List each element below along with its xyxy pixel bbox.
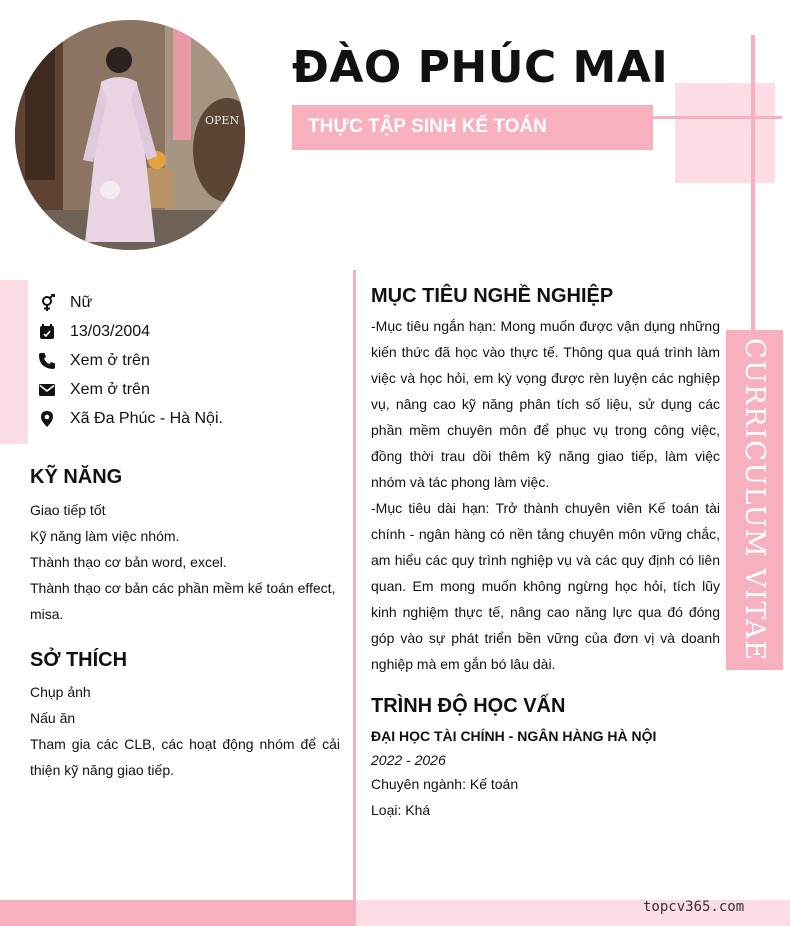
- contact-phone: [38, 346, 223, 375]
- decor-square-right: [675, 83, 775, 183]
- objective-short-term: -Mục tiêu ngắn hạn: Mong muốn được vận dụng những kiến thức đã học vào thực tế. Thông qua quá trình làm việc và học hỏi, em kỳ vọng được rèn luyện các nghiệp vụ, nâng cao kỹ năng phân tích số liệu, sử dụng các phần mềm chuyên môn để phục vụ trong công việc, đồng thời trau dồi thêm kỹ năng giao tiếp, làm việc nhóm và tác phong làm việc.: [371, 318, 720, 490]
- education-school: ĐẠI HỌC TÀI CHÍNH - NGÂN HÀNG HÀ NỘI: [371, 728, 657, 744]
- skill-item: Thành thạo cơ bản các phần mềm kế toán effect, misa.: [30, 580, 336, 622]
- contact-list: [38, 288, 223, 433]
- profile-photo-illustration: [15, 20, 245, 250]
- hobbies-heading: SỞ THÍCH: [30, 649, 128, 671]
- phone-icon: [38, 352, 56, 370]
- calendar-icon: [38, 323, 56, 341]
- photo-sign-text: OPEN: [205, 114, 240, 127]
- column-divider: [353, 270, 356, 926]
- footer-url: topcv365.com: [643, 899, 745, 915]
- objective-long-term: -Mục tiêu dài hạn: Trở thành chuyên viên Kế toán tài chính - ngân hàng có nền tảng chuyên môn vững chắc, am hiểu các quy trình nghiệp vụ và các quy định có liên quan. Em mong muốn không ngừng học hỏi, tích lũy kinh nghiệm thực tế, nâng cao năng lực qua đó đóng góp vào sự phát triển bền vững của đơn vị và doanh nghiệp mà em gắn bó lâu dài.: [371, 500, 720, 672]
- profile-photo: [15, 20, 245, 250]
- decor-line-horizontal: [652, 116, 782, 119]
- hobby-item: Chụp ảnh: [30, 684, 91, 700]
- hobby-item: Nấu ăn: [30, 710, 76, 726]
- location-icon: [38, 410, 56, 428]
- gender-icon: [38, 294, 56, 312]
- objective-body: [371, 313, 720, 677]
- skill-item: Thành thạo cơ bản word, excel.: [30, 554, 227, 570]
- contact-address: [38, 404, 223, 433]
- objective-heading: MỤC TIÊU NGHỀ NGHIỆP: [371, 285, 614, 307]
- candidate-name: ĐÀO PHÚC MAI: [292, 42, 669, 93]
- education-heading: TRÌNH ĐỘ HỌC VẤN: [371, 695, 566, 717]
- cv-label: CURRICULUM VITAE: [739, 338, 770, 662]
- skills-heading: KỸ NĂNG: [30, 466, 123, 488]
- email-value: Xem ở trên: [70, 380, 150, 398]
- phone-value: Xem ở trên: [70, 351, 150, 369]
- education-years: 2022 - 2026: [371, 752, 446, 768]
- dob-value: 13/03/2004: [70, 322, 151, 340]
- decor-block-left: [0, 280, 28, 444]
- education-major: Chuyên ngành: Kế toán: [371, 776, 519, 792]
- email-icon: [38, 381, 56, 399]
- skills-list: [30, 497, 340, 627]
- contact-gender: [38, 288, 223, 317]
- job-title: THỰC TẬP SINH KẾ TOÁN: [308, 116, 547, 137]
- decor-line-vertical: [751, 35, 755, 335]
- contact-email: [38, 375, 223, 404]
- footer-bar-left: [0, 900, 355, 926]
- skill-item: Giao tiếp tốt: [30, 502, 106, 518]
- skill-item: Kỹ năng làm việc nhóm.: [30, 528, 180, 544]
- education-grade: Loại: Khá: [371, 802, 431, 818]
- hobbies-list: [30, 679, 340, 783]
- gender-value: Nữ: [70, 293, 93, 311]
- address-value: Xã Đa Phúc - Hà Nội.: [70, 409, 223, 427]
- contact-dob: [38, 317, 223, 346]
- hobby-item: Tham gia các CLB, các hoạt động nhóm để cải thiện kỹ năng giao tiếp.: [30, 736, 340, 778]
